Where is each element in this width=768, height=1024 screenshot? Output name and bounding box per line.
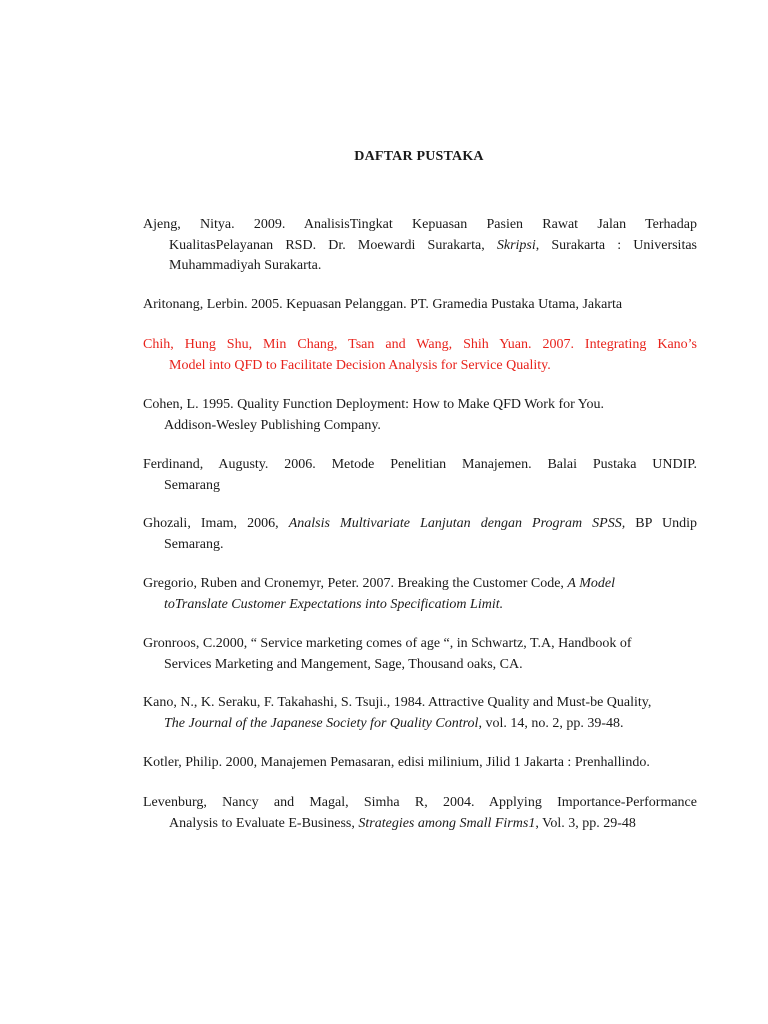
reference-line: Services Marketing and Mangement, Sage, Thousand oaks, CA. — [164, 656, 523, 672]
reference-text: , Surakarta : Universitas — [535, 237, 697, 253]
reference-line — [143, 574, 697, 595]
reference-entry-gregorio — [143, 574, 697, 615]
reference-italic-text: toTranslate Customer Expectations into Specificatiom Limit. — [164, 596, 504, 612]
reference-line: Ajeng, Nitya. 2009. AnalisisTingkat Kepuasan Pasien Rawat Jalan Terhadap — [143, 217, 697, 232]
reference-text: Ghozali, Imam, 2006, — [143, 516, 289, 531]
reference-line — [143, 714, 697, 735]
reference-line — [143, 514, 697, 535]
reference-line: Semarang — [164, 477, 220, 493]
reference-text: KualitasPelayanan RSD. Dr. Moewardi Surakarta, — [169, 237, 497, 253]
reference-line: Cohen, L. 1995. Quality Function Deployment: How to Make QFD Work for You. — [143, 397, 604, 412]
page-title — [0, 149, 768, 165]
reference-line: Ferdinand, Augusty. 2006. Metode Penelitian Manajemen. Balai Pustaka UNDIP. — [143, 457, 697, 472]
reference-italic-text: The Journal of the Japanese Society for Quality Control — [164, 715, 479, 731]
reference-text: Gregorio, Ruben and Cronemyr, Peter. 2007. Breaking the Customer Code, — [143, 576, 568, 591]
reference-text: BP Undip — [625, 516, 697, 531]
reference-line — [143, 236, 697, 257]
page-title-text: DAFTAR PUSTAKA — [354, 149, 484, 164]
reference-line: Kano, N., K. Seraku, F. Takahashi, S. Tsuji., 1984. Attractive Quality and Must-be Quality, — [143, 695, 652, 710]
reference-entry-cohen — [143, 395, 697, 436]
reference-italic-text: Skripsi — [496, 237, 536, 253]
reference-line: Semarang. — [164, 536, 224, 552]
reference-text: , vol. 14, no. 2, pp. 39-48. — [478, 715, 624, 731]
reference-text: , Vol. 3, pp. 29-48 — [535, 815, 636, 831]
reference-entry-ghozali — [143, 514, 697, 555]
reference-line: Gronroos, C.2000, “ Service marketing comes of age “, in Schwartz, T.A, Handbook of — [143, 636, 632, 651]
reference-italic-text: A Model — [567, 576, 615, 591]
reference-line: Muhammadiyah Surakarta. — [169, 258, 322, 273]
reference-entry-levenburg — [143, 793, 697, 834]
reference-line — [143, 814, 697, 835]
reference-entry-kano — [143, 693, 697, 734]
reference-italic-text: Strategies among Small Firms1 — [358, 815, 536, 831]
reference-text: Analysis to Evaluate E-Business, — [169, 815, 359, 831]
reference-entry-chih — [143, 335, 697, 376]
reference-line: Aritonang, Lerbin. 2005. Kepuasan Pelanggan. PT. Gramedia Pustaka Utama, Jakarta — [143, 297, 623, 312]
reference-line: Addison-Wesley Publishing Company. — [164, 417, 381, 433]
reference-entry-aritonang — [143, 295, 697, 316]
reference-line: Chih, Hung Shu, Min Chang, Tsan and Wang, Shih Yuan. 2007. Integrating Kano’s — [143, 337, 697, 352]
reference-entry-ajeng — [143, 215, 697, 277]
reference-line: Levenburg, Nancy and Magal, Simha R, 2004. Applying Importance-Performance — [143, 795, 697, 810]
reference-entry-kotler — [143, 753, 697, 774]
reference-line: Model into QFD to Facilitate Decision Analysis for Service Quality. — [169, 357, 551, 373]
reference-entry-gronroos — [143, 634, 697, 675]
reference-italic-text: Analsis Multivariate Lanjutan dengan Program SPSS, — [288, 516, 626, 531]
reference-line — [143, 595, 697, 616]
reference-line: Kotler, Philip. 2000, Manajemen Pemasaran, edisi milinium, Jilid 1 Jakarta : Prenhallindo. — [143, 755, 650, 770]
reference-entry-ferdinand — [143, 455, 697, 496]
